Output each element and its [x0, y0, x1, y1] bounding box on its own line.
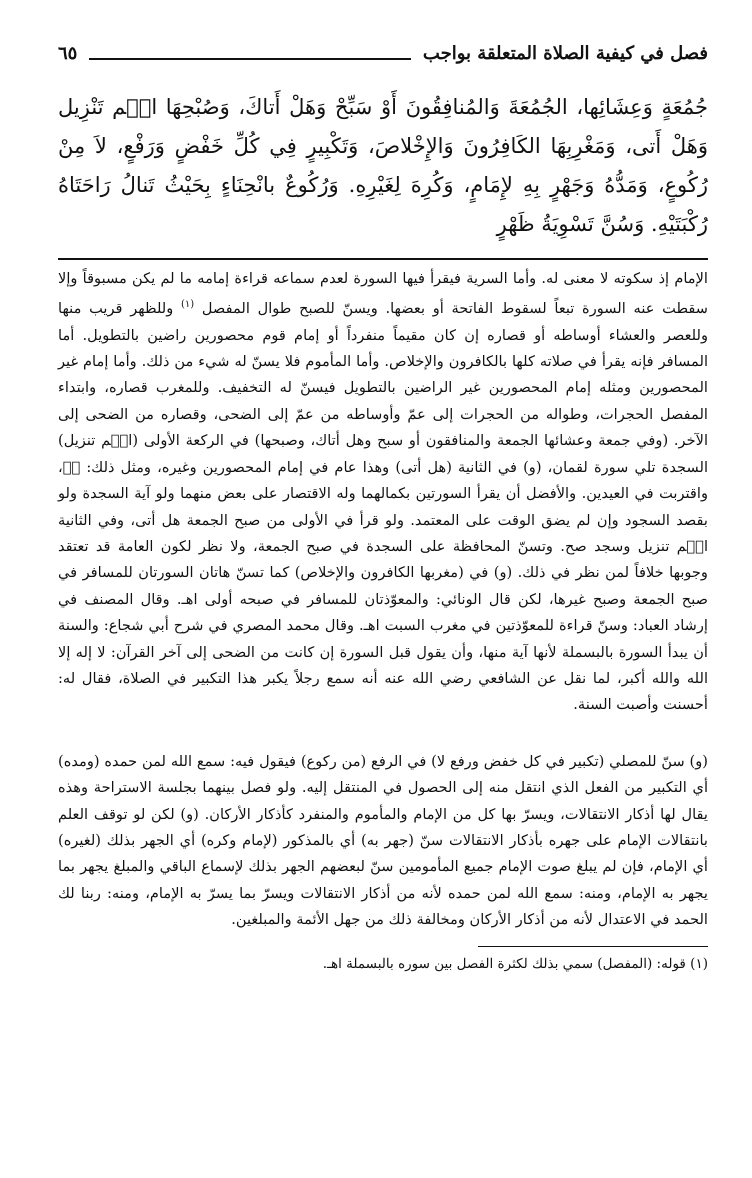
chapter-title: فصل في كيفية الصلاة المتعلقة بواجب: [422, 42, 708, 64]
commentary-paragraph: (و) سنّ للمصلي (تكبير في كل خفض ورفع لا) في الرفع (من ركوع) فيقول فيه: سمع الله لمن حمده (ومده) أي التكبير من الفعل الذي انتقل منه إلى الحصول في المنتقل إليه. ولو فصل بينهما بجلسة الاستراحة وهذه يقال لها أذكار الانتقالات، ويسرّ بها كل من الإمام والمأموم والمنفرد كأذكار الأركان. (و) لكن لو توقف العلم بانتقالات الإمام على جهره بأذكار الانتقالات سنّ (جهر به) أي بالمذكور (لإمام وكره) أي الجهر بذلك (لغيره) أي الإمام، فإن لم يبلغ صوت الإمام جميع المأمومين سنّ لبعضهم الجهر بذلك لإسماع الباقي والمبلغ يجهر بما يجهر به الإمام، ومنه: سمع الله لمن حمده لأنه من أذكار الانتقالات ويسرّ بما يسرّ به الإمام، ومنه: ربنا لك الحمد في الاعتدال لأنه من أذكار الأركان ومخالفة ذلك من جهل الأئمة والمبلغين.: [58, 752, 708, 929]
commentary-part-1: [58, 266, 708, 719]
header-rule: [89, 58, 411, 60]
commentary-text-b: وللظهر قريب منها وللعصر والعشاء أوساطه أو قصاره إن كان مقيماً منفرداً أو إمام قوم محصورين راضين بالتطويل. أما المسافر فإنه يقرأ في صلاته كلها بالكافرون والإخلاص. وأما المأموم فلا يسنّ له شيء من ذلك. وأما إمام غير المحصورين ومثله إمام المحصورين غير الراضين بالتطويل فيسنّ له التخفيف. وللمغرب قصاره، وابتداء المفصل الحجرات، وطواله من الحجرات إلى عمّ وأوساطه من عمّ إلى الضحى، وقصاره من الضحى إلى الآخر. (وفي جمعة وعشائها الجمعة والمنافقون أو سبح وهل أتاك، وصبحها) في الركعة الأولى (الۤم تنزيل) السجدة تلي سورة لقمان، (و) في الثانية (هل أتى) وهذا عام في إمام المحصورين وغيره، ومثل ذلك: قۤ، واقتربت في العيدين. والأفضل أن يقرأ السورتين بكمالهما وله الاقتصار على بعض منهما ولو آية السجدة ولو بقصد السجود وإن لم يضق الوقت على المعتمد. ولو قرأ في الأولى من صبح الجمعة هل أتى، وفي الثانية الۤم تنزيل وسجد صح. وتسنّ المحافظة على السجدة في صبح الجمعة، ولا نظر لكون العامة قد تعتقد وجوبها خلافاً لمن نظر في ذلك. (و) في (مغربها الكافرون والإخلاص) كما تسنّ هاتان السورتان للمسافر في صبح الجمعة وصبح غيرها، لكن قال الونائي: والمعوّذتان للمسافر في صبحه أولى اهـ. وقال المصنف في إرشاد العباد: وسنّ قراءة للمعوّذتين في مغرب السبت اهـ. وقال محمد المصري في شرح أبي شجاع: والسنة أن يبدأ السورة بالبسملة لأنها آية منها، وأن يقول قبل السورة إن كانت من الضحى إلى آخر القرآن: لا إله إلا الله والله أكبر، لما نقل عن الشافعي رضي الله عنه أنه سمع رجلاً يكبر هذا التكبير في الصلاة، فقال له: أحسنت وأصبت السنة.: [58, 300, 708, 714]
text-divider: [58, 258, 708, 260]
commentary-paragraph: [58, 266, 708, 719]
footnote-rule: [478, 946, 708, 947]
footnote: (١) قوله: (المفصل) سمي بذلك لكثرة الفصل بين سوره بالبسملة اهـ.: [322, 955, 708, 972]
commentary-text-a: الإمام إذ سكوته لا معنى له. وأما السرية فيقرأ فيها السورة لعدم سماعه قراءة إمامه ما لم يكن مسبوقاً وإلا سقطت عنه السورة تبعاً لسقوط الفاتحة أو بعضها. ويسنّ للصبح طوال المفصل: [58, 270, 709, 318]
page-number: ٦٥: [58, 42, 78, 64]
running-header: [58, 38, 708, 68]
footnote-reference: (١): [180, 299, 195, 311]
main-text: [58, 88, 708, 244]
commentary-part-2: [58, 749, 708, 934]
main-text-paragraph: جُمُعَةٍ وَعِشَائِها، الجُمُعَةَ وَالمُنافِقُونَ أَوْ سَبِّحْ وَهَلْ أَتاكَ، وَصُبْحِهَا الۤم تَنْزِيل وَهَلْ أَتى، وَمَغْرِبِهَا الكَافِرُونَ وَالإِخْلاصَ، وَتَكْبِيرٍ فِي كُلِّ خَفْضٍ وَرَفْعٍ، لاَ مِنْ رُكُوعٍ، وَمَدُّهُ وَجَهْرٍ بِهِ لإِمَامٍ، وَكُرِهَ لِغَيْرِهِ. وَرُكُوعٌ بانْحِنَاءٍ بِحَيْثُ تَنالُ رَاحَتَاهُ رُكْبَتَيْهِ. وَسُنَّ تَسْوِيَةُ ظَهْرٍ: [58, 95, 708, 236]
